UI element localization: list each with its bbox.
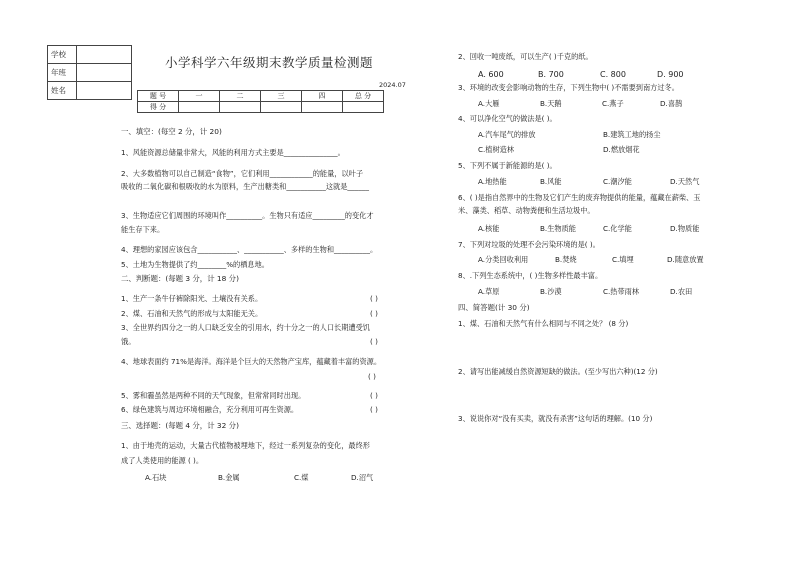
choice-q5-option-d[interactable]: D.天然气 <box>670 177 700 186</box>
fill-q4: 4、理想的家园应该包含___________、___________、多样的生物和__________。 <box>121 245 378 254</box>
choice-q1-line1: 1、由于地壳的运动，大量古代植物被埋地下，经过一系列复杂的变化，最终形 <box>121 441 370 450</box>
score-header-3: 三 <box>261 91 302 102</box>
choice-q6-option-d[interactable]: D.物质能 <box>670 224 700 233</box>
choice-q7-option-c[interactable]: C.填埋 <box>612 255 634 264</box>
judge-q5-paren[interactable]: ( ) <box>370 391 378 400</box>
score-header-4: 四 <box>302 91 343 102</box>
choice-q4: 4、可以净化空气的做法是( )。 <box>458 114 557 123</box>
student-info-table <box>47 45 132 100</box>
score-cell[interactable] <box>179 102 220 113</box>
fill-q2-line1: 2、大多数植物可以自己制造“食物”，它们利用____________的能量，以叶子 <box>121 169 364 178</box>
score-header-1: 一 <box>179 91 220 102</box>
choice-q6-option-c[interactable]: C.化学能 <box>603 224 632 233</box>
judge-q4: 4、地球表面约 71%是海洋。海洋是个巨大的天然物产宝库，蕴藏着丰富的资源。 <box>121 357 382 366</box>
choice-q2: 2、回收一吨废纸，可以生产( )千克的纸。 <box>458 52 593 61</box>
short-answer-q2: 2、请写出能减缓自然资源短缺的做法。(至少写出六种)(12 分) <box>458 367 658 376</box>
judge-q3-line1: 3、全世界约四分之一的人口缺乏安全的引用水，约十分之一的人口长期遭受饥 <box>121 323 370 332</box>
choice-q7: 7、下列对垃圾的处理不会污染环境的是( )。 <box>458 240 600 249</box>
judge-q2: 2、煤、石油和天然气的形成与太阳能无关。 <box>121 309 263 318</box>
choice-q3-option-a[interactable]: A.大雁 <box>478 99 500 108</box>
school-field[interactable] <box>77 46 132 64</box>
score-cell[interactable] <box>302 102 343 113</box>
choice-q1-option-a[interactable]: A.石块 <box>145 473 167 482</box>
choice-q8: 8、.下列生态系统中，( )生物多样性最丰富。 <box>458 271 603 280</box>
choice-q7-option-a[interactable]: A.分类回收利用 <box>478 255 529 264</box>
choice-q4-option-b[interactable]: B.建筑工地的扬尘 <box>603 130 661 139</box>
score-table <box>137 90 384 113</box>
choice-q2-option-d[interactable]: D. 900 <box>657 70 684 79</box>
fill-q3-line1: 3、生物适应它们周围的环境叫作__________。生物只有适应_________的变化才 <box>121 211 374 220</box>
choice-q6-line1: 6、( )是指自然界中的生物及它们产生的废弃物提供的能量，蕴藏在薪柴、玉 <box>458 193 701 202</box>
choice-q3: 3、环境的改变会影响动物的生存，下列生物中( )不需要到南方过冬。 <box>458 83 679 92</box>
choice-q6-option-a[interactable]: A.核能 <box>478 224 500 233</box>
choice-q2-option-c[interactable]: C. 800 <box>600 70 626 79</box>
class-field[interactable] <box>77 64 132 82</box>
fill-q5: 5、土地为生物提供了约________%的栖息地。 <box>121 260 269 269</box>
section-fill-blank: 一、填空：(每空 2 分，计 20) <box>121 127 222 136</box>
class-label: 年班 <box>48 64 77 82</box>
choice-q1-option-c[interactable]: C.煤 <box>294 473 309 482</box>
fill-q3-line2: 能生存下来。 <box>121 225 165 234</box>
choice-q6-line2: 米、藻类、稻草、动物粪便和生活垃圾中。 <box>458 206 595 215</box>
judge-q1: 1、生产一条牛仔裤除阳光、土壤没有关系。 <box>121 294 263 303</box>
score-row-label: 得 分 <box>138 102 179 113</box>
choice-q7-option-d[interactable]: D.随意放置 <box>667 255 704 264</box>
judge-q6: 6、绿色建筑与周边环境相融合，充分利用可再生资源。 <box>121 405 299 414</box>
choice-q6-option-b[interactable]: B.生物质能 <box>540 224 576 233</box>
score-header-label: 题 号 <box>138 91 179 102</box>
score-header-2: 二 <box>220 91 261 102</box>
school-label: 学校 <box>48 46 77 64</box>
choice-q3-option-c[interactable]: C.燕子 <box>602 99 624 108</box>
judge-q5: 5、雾和霾虽然是两种不同的天气现象，但常常同时出现。 <box>121 391 306 400</box>
score-cell[interactable] <box>343 102 384 113</box>
section-true-false: 二、判断题：(每题 3 分，计 18 分) <box>121 274 239 283</box>
exam-date: 2024.07 <box>379 81 406 89</box>
choice-q3-option-d[interactable]: D.喜鹊 <box>660 99 683 108</box>
fill-q1: 1、风能资源总储量非常大，风能的利用方式主要是_______________。 <box>121 148 345 157</box>
choice-q7-option-b[interactable]: B.焚烧 <box>555 255 577 264</box>
choice-q3-option-b[interactable]: B.天鹅 <box>540 99 562 108</box>
choice-q8-option-c[interactable]: C.热带雨林 <box>603 287 640 296</box>
choice-q5-option-c[interactable]: C.潮汐能 <box>603 177 632 186</box>
choice-q4-option-c[interactable]: C.植树造林 <box>478 145 515 154</box>
score-cell[interactable] <box>261 102 302 113</box>
choice-q8-option-d[interactable]: D.农田 <box>670 287 693 296</box>
choice-q5: 5、下列不属于新能源的是( )。 <box>458 161 557 170</box>
choice-q2-option-a[interactable]: A. 600 <box>478 70 504 79</box>
section-choice: 三、选择题：(每题 4 分，计 32 分) <box>121 421 239 430</box>
short-answer-q1: 1、煤、石油和天然气有什么相同与不同之处？ (8 分) <box>458 319 629 328</box>
choice-q5-option-b[interactable]: B.风能 <box>540 177 562 186</box>
judge-q4-paren[interactable]: ( ) <box>368 372 376 381</box>
judge-q2-paren[interactable]: ( ) <box>370 309 378 318</box>
judge-q1-paren[interactable]: ( ) <box>370 294 378 303</box>
name-label: 姓名 <box>48 82 77 100</box>
score-cell[interactable] <box>220 102 261 113</box>
choice-q1-option-b[interactable]: B.金属 <box>218 473 240 482</box>
judge-q3-line2: 饿。 <box>121 337 136 346</box>
name-field[interactable] <box>77 82 132 100</box>
page-title: 小学科学六年级期末教学质量检测题 <box>165 55 374 70</box>
choice-q1-line2: 成了人类使用的能源 ( )。 <box>121 456 204 465</box>
choice-q4-option-d[interactable]: D.燃放烟花 <box>603 145 640 154</box>
choice-q5-option-a[interactable]: A.地热能 <box>478 177 507 186</box>
score-header-total: 总 分 <box>343 91 384 102</box>
choice-q8-option-b[interactable]: B.沙漠 <box>540 287 562 296</box>
fill-q2-line2: 吸收的二氧化碳和根吸收的水为原料，生产出糖类和___________这就是______ <box>121 182 369 191</box>
section-short-answer: 四、简答题(计 30 分) <box>458 303 530 312</box>
judge-q6-paren[interactable]: ( ) <box>370 405 378 414</box>
choice-q4-option-a[interactable]: A.汽车尾气的排放 <box>478 130 536 139</box>
short-answer-q3: 3、说说你对“没有买卖，就没有杀害”这句话的理解。(10 分) <box>458 414 653 423</box>
choice-q1-option-d[interactable]: D.沼气 <box>351 473 374 482</box>
choice-q2-option-b[interactable]: B. 700 <box>538 70 564 79</box>
judge-q3-paren[interactable]: ( ) <box>370 337 378 346</box>
choice-q8-option-a[interactable]: A.草原 <box>478 287 500 296</box>
